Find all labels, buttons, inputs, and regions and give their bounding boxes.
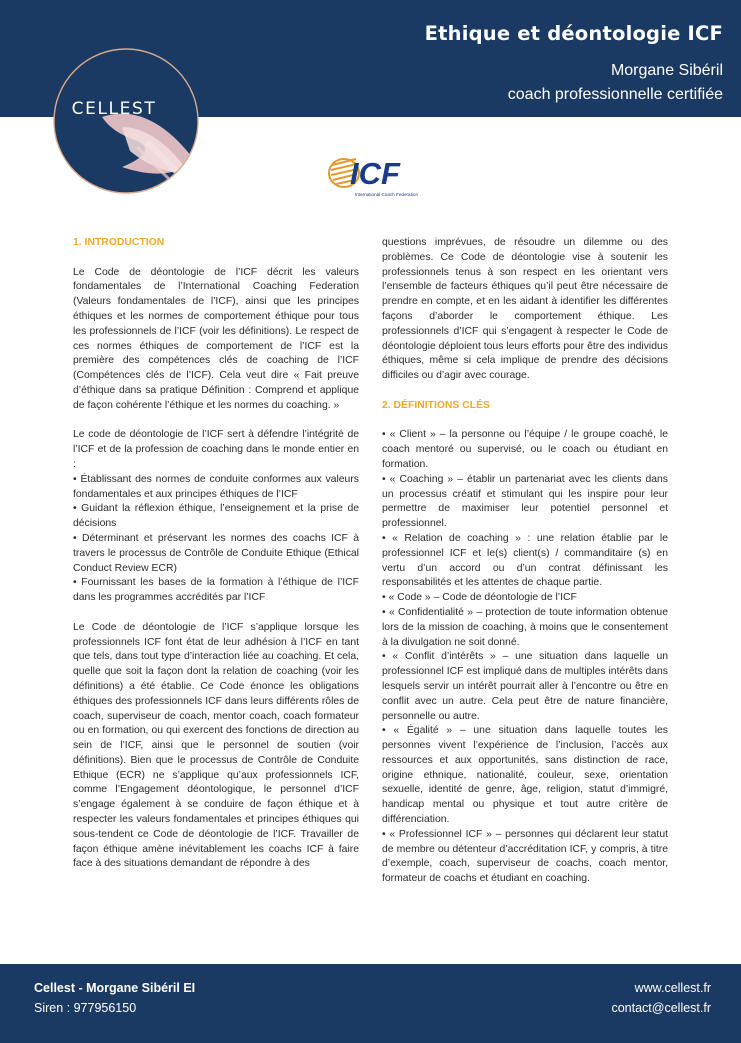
list-item: • Déterminant et préservant les normes des coachs ICF à travers le processus de Contrôle de Conduite Ethique (Ethical Conduct Review ECR) [73, 532, 359, 574]
intro-paragraph-3-continued: questions imprévues, de résoudre un dilemme ou des problèmes. Ce Code de déontologie vise à soutenir les professionnels tenus à son respect en les orientant vers l’ensemble de facteurs éthiques qu’il peut être nécessaire de prendre en compte, et en les aidant à identifier les différentes façons d’aborder le comportement éthique. Les professionnels d’ICF qui s’engagent à respecter le Code de déontologie déploient tous leurs efforts pour être des individus éthiques, même si cela implique de prendre des décisions difficiles ou d’agir avec courage. [382, 237, 668, 382]
definition-item: • « Professionnel ICF » – personnes qui déclarent leur statut de membre ou détenteur d’accréditation ICF, y compris, à titre d’exemple, coach, superviseur de coachs, coach mentor, formateur de coachs et étudiant en coaching. [382, 828, 668, 885]
footer-website-link[interactable]: www.cellest.fr [634, 981, 711, 995]
icf-letters: ICF [350, 156, 400, 191]
introduction-heading: 1. INTRODUCTION [73, 237, 165, 248]
document-title: Ethique et déontologie ICF [424, 22, 723, 45]
definitions-heading: 2. DÉFINITIONS CLÉS [382, 399, 490, 411]
intro-paragraph-2-lead: Le code de déontologie de l’ICF sert à défendre l’intégrité de l’ICF et de la profession de coaching dans le monde entier en : [73, 429, 359, 470]
intro-paragraph-3: Le Code de déontologie de l’ICF s’applique lorsque les professionnels ICF font état de leur adhésion à l’ICF en tant que tels, dans tout type d’interaction liée au coaching. Et cela, quelle que soit la façon dont la relation de coaching (voir les définitions) a été établie. Ce Code énonce les obligations éthiques des professionnels ICF dans leurs différents rôles de coach, superviseur de coach, mentor coach, coach formateur ou en formation, ou qui exercent des fonctions de direction au sein de l’ICF, ainsi que le personnel de soutien (voir définitions). Bien que le processus de Contrôle de Conduite Ethique (ECR) ne s’applique qu’aux professionnels ICF, comme l’Engagement déontologique, le personnel d’ICF s’engage également à se conduire de façon éthique et à respecter les valeurs fondamentales et principes éthiques qui sous-tendent ce Code de déontologie de l’ICF. Travailler de façon éthique amène inévitablement les coachs ICF à faire face à des situations demandant de répondre à des [73, 621, 359, 870]
left-column [73, 236, 359, 872]
definition-item: • « Conflit d’intérêts » – une situation dans laquelle un professionnel ICF est impliqué dans de multiples intérêts dans lesquels servir un intérêt pourrait aller à l’encontre ou être en conflit avec un autre. Cela peut être de nature financière, personnelle ou autre. [382, 651, 668, 722]
footer-siren: Siren : 977956150 [34, 1001, 137, 1015]
list-item: • Fournissant les bases de la formation à l’éthique de l’ICF dans les programmes accrédités par l’ICF [73, 577, 359, 604]
intro-paragraph-2 [73, 428, 359, 606]
right-column [382, 236, 668, 887]
definition-item: • « Relation de coaching » : une relation établie par le professionnel ICF et le(s) client(s) / commanditaire (s) en vertu d’un accord ou d’un contrat définissant les responsabilités et les attentes de chaque partie. [382, 532, 668, 589]
definitions-list [382, 428, 668, 887]
cellest-circle-logo [52, 47, 200, 195]
author-name: Morgane Sibéril [610, 62, 723, 79]
definition-item: • « Coaching » – établir un partenariat avec les clients dans un processus créatif et stimulant qui les inspire pour leur permettre de maximiser leur potentiel personnel et professionnel. [382, 473, 668, 530]
definition-item: • « Confidentialité » – protection de toute information obtenue lors de la mission de coaching, à moins que le consentement à la divulgation ne soit donné. [382, 606, 668, 648]
icf-tagline: International Coach Federation [354, 192, 418, 197]
icf-logo [324, 151, 420, 199]
author-role: coach professionnelle certifiée [507, 86, 723, 103]
definition-item: • « Client » – la personne ou l’équipe / le groupe coaché, le coach mentoré ou supervisé, ou le coach ou étudiant en formation. [382, 429, 668, 470]
intro-paragraph-1: Le Code de déontologie de l’ICF décrit les valeurs fondamentales de l’International Coaching Federation (Valeurs fondamentales de l’ICF), ainsi que les principes éthiques et les normes de comportement éthique pour tous les professionnels de l’ICF (voir les définitions). Le respect de ces normes éthiques de comportement de l’ICF est la première des compétences clés de coaching de l’ICF (Compétences clés de l’ICF). Cela veut dire « Fait preuve d’éthique dans sa pratique Définition : Comprend et applique de façon cohérente l’éthique et les normes du coaching. » [73, 266, 359, 411]
logo-wordmark: CELLEST [71, 99, 157, 119]
definition-item: • « Code » – Code de déontologie de l’ICF [382, 592, 577, 604]
list-item: • Établissant des normes de conduite conformes aux valeurs fondamentales et aux principes éthiques de l’ICF [73, 473, 359, 500]
footer-email-link[interactable]: contact@cellest.fr [611, 1001, 711, 1015]
footer-company: Cellest - Morgane Sibéril EI [34, 981, 196, 995]
list-item: • Guidant la réflexion éthique, l’enseignement et la prise de décisions [73, 503, 359, 530]
definition-item: • « Égalité » – une situation dans laquelle toutes les personnes vivent l’expérience de l’inclusion, l’accès aux ressources et aux opportunités, sans distinction de race, origine ethnique, nationalité, couleur, sexe, orientation sexuelle, identité de genre, âge, religion, statut d’immigré, handicap mental ou physique et tout autre critère de différenciation. [382, 725, 668, 826]
